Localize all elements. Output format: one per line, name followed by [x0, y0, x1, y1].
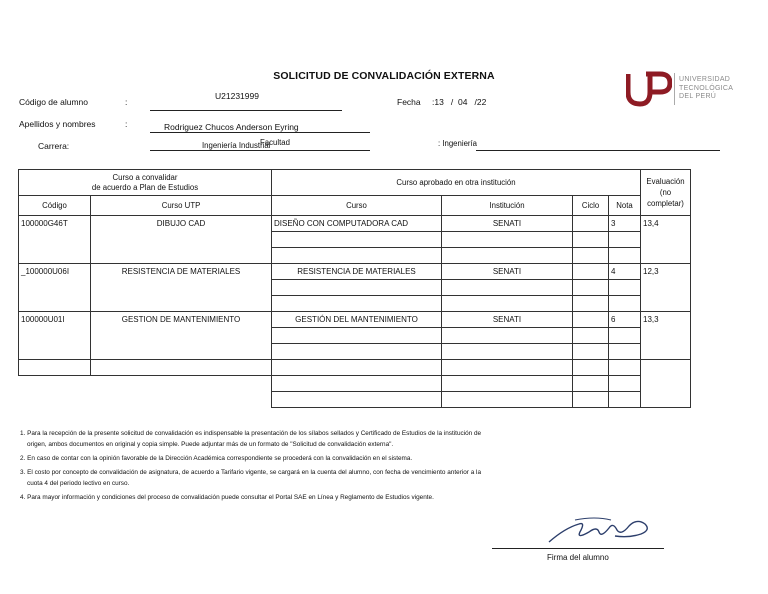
col-curso: Curso — [272, 196, 442, 216]
table-row-blank — [19, 376, 691, 392]
notes-section — [20, 428, 600, 503]
header-plan-estudios-label: de acuerdo a Plan de Estudios — [91, 182, 199, 192]
student-code-line — [150, 110, 342, 111]
col-nota: Nota — [609, 196, 641, 216]
cell-curso: DISEÑO CON COMPUTADORA CAD — [272, 216, 442, 232]
cell-nota: 6 — [609, 312, 641, 328]
cell-nota: 3 — [609, 216, 641, 232]
cell-evaluacion — [641, 360, 691, 408]
note-1: 1. Para la recepción de la presente solicitud de convalidación es indispensable la presentación de los sílabos sellados y Certificado de Estudios de la institución de — [20, 430, 482, 437]
cell-codigo — [19, 360, 91, 376]
col-codigo: Código — [19, 196, 91, 216]
header-evaluacion-label: Evaluación — [646, 177, 685, 186]
header-evaluacion-sub1: (no — [659, 188, 672, 197]
cell-curso-utp: GESTION DE MANTENIMIENTO — [91, 312, 272, 360]
cell-evaluacion: 13,4 — [641, 216, 691, 264]
document-title: SOLICITUD DE CONVALIDACIÓN EXTERNA — [273, 70, 495, 82]
table-row — [19, 264, 691, 280]
table-row — [19, 312, 691, 328]
utp-logo — [626, 70, 744, 110]
cell-institucion: SENATI — [442, 216, 573, 232]
table-row — [19, 216, 691, 232]
convalidation-table — [18, 169, 691, 408]
student-code-colon: : — [125, 97, 128, 107]
col-curso-utp: Curso UTP — [91, 196, 272, 216]
table-header-row-1 — [19, 170, 691, 196]
handwritten-signature — [545, 512, 655, 548]
utp-logo-icon — [626, 70, 672, 108]
logo-line-3: DEL PERÚ — [679, 93, 717, 100]
col-ciclo: Ciclo — [573, 196, 609, 216]
faculty-label: Facultad — [260, 138, 290, 147]
cell-ciclo — [573, 312, 609, 328]
note-3-continued: cuota 4 del periodo lectivo en curso. — [27, 480, 130, 487]
faculty-value: : Ingeniería — [438, 139, 478, 148]
cell-curso-utp: DIBUJO CAD — [91, 216, 272, 264]
logo-wordmark — [679, 76, 733, 102]
table-header-row-2 — [19, 196, 691, 216]
col-institucion: Institución — [442, 196, 573, 216]
cell-ciclo — [573, 360, 609, 376]
cell-curso-utp: RESISTENCIA DE MATERIALES — [91, 264, 272, 312]
student-name-value: Rodriguez Chucos Anderson Eyring — [164, 122, 299, 132]
header-curso-aprobado: Curso aprobado en otra institución — [272, 170, 641, 196]
career-value: Ingeniería Industrial — [202, 141, 271, 150]
date-value: :13 / 04 /22 — [432, 97, 487, 107]
career-label: Carrera: — [38, 141, 70, 151]
cell-nota — [609, 360, 641, 376]
student-code-value: U21231999 — [215, 91, 259, 101]
cell-ciclo — [573, 216, 609, 232]
note-1-continued: origen, ambos documentos en original y copia simple. Puede adjuntar más de un formato de "Solicitud de convalidación externa". — [27, 441, 394, 448]
header-evaluacion — [641, 170, 691, 216]
cell-codigo: _100000U06I — [19, 264, 91, 312]
cell-curso: GESTIÓN DEL MANTENIMIENTO — [272, 312, 442, 328]
table-row — [19, 360, 691, 376]
cell-institucion: SENATI — [442, 264, 573, 280]
signature-label: Firma del alumno — [547, 553, 609, 562]
student-code-label: Código de alumno — [19, 97, 88, 107]
student-name-line — [150, 132, 370, 133]
cell-institucion: SENATI — [442, 312, 573, 328]
logo-line-1: UNIVERSIDAD — [679, 76, 731, 83]
cell-institucion — [442, 360, 573, 376]
student-name-label: Apellidos y nombres — [19, 119, 96, 129]
career-line — [150, 150, 370, 151]
header-curso-convalidar-label: Curso a convalidar — [112, 172, 178, 182]
cell-codigo: 100000U01I — [19, 312, 91, 360]
cell-evaluacion: 13,3 — [641, 312, 691, 360]
signature-line — [492, 548, 664, 549]
cell-curso — [272, 360, 442, 376]
student-name-colon: : — [125, 119, 128, 129]
note-2: 2. En caso de contar con la opinión favorable de la Dirección Académica correspondiente se procederá con la convalidación en el sistema. — [20, 455, 413, 462]
logo-divider — [674, 73, 675, 105]
faculty-line — [476, 150, 720, 151]
header-curso-convalidar — [19, 170, 272, 196]
cell-codigo: 100000G46T — [19, 216, 91, 264]
cell-evaluacion: 12,3 — [641, 264, 691, 312]
cell-nota: 4 — [609, 264, 641, 280]
header-evaluacion-sub2: completar) — [647, 199, 684, 208]
cell-curso-utp — [91, 360, 272, 376]
cell-ciclo — [573, 264, 609, 280]
logo-line-2: TECNOLÓGICA — [679, 84, 734, 92]
date-label: Fecha — [397, 97, 421, 107]
cell-curso: RESISTENCIA DE MATERIALES — [272, 264, 442, 280]
table-row-blank — [19, 392, 691, 408]
note-4: 4. Para mayor información y condiciones del proceso de convalidación puede consultar el Portal SAE en Línea y Reglamento de Estudios vigente. — [20, 494, 434, 501]
note-3: 3. El costo por concepto de convalidación de asignatura, de acuerdo a Tarifario vigente, se cargará en la cuenta del alumno, con fecha de vencimiento anterior a la — [20, 469, 482, 476]
